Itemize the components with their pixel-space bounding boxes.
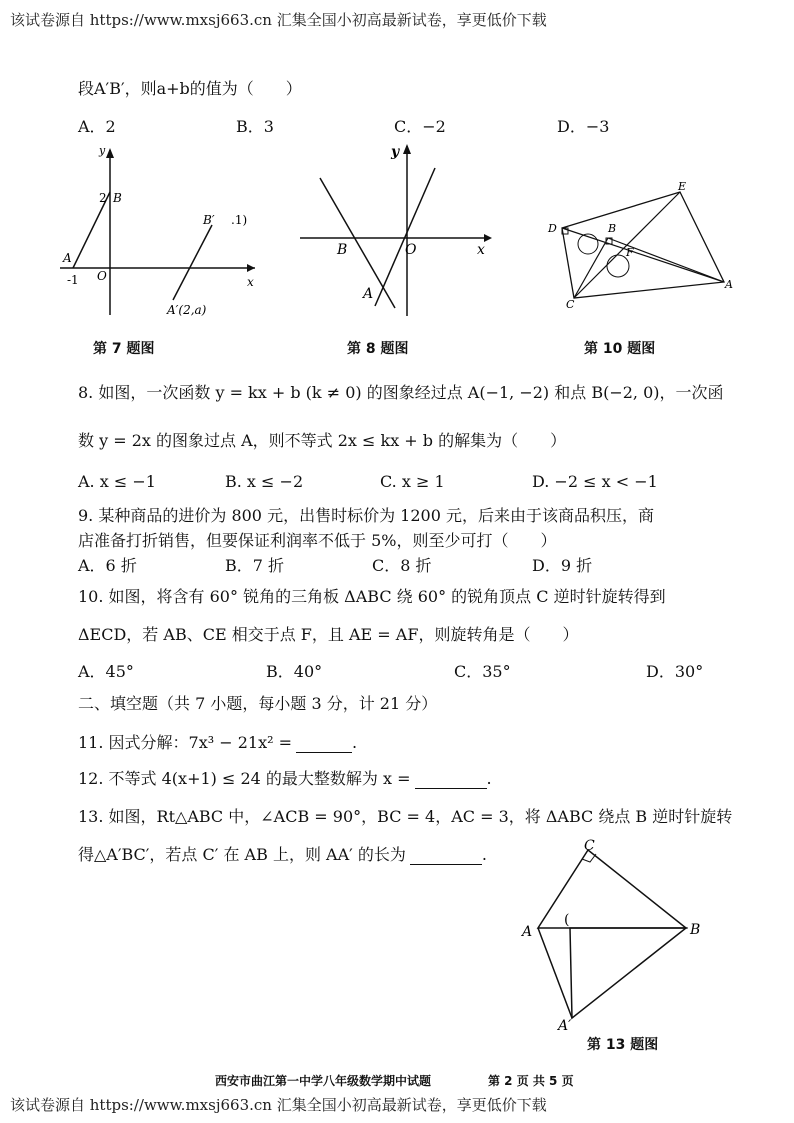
fig7-label-a: A: [63, 251, 72, 265]
section-2-heading: 二、填空题（共 7 小题，每小题 3 分，计 21 分）: [78, 694, 438, 713]
fig10-quadrilateral: [562, 192, 724, 298]
q13-line-1: 13. 如图，Rt△ABC 中，∠ACB = 90°，BC = 4，AC = 3，将 ΔABC 绕点 B 逆时针旋转: [78, 807, 733, 826]
q11-answer-blank[interactable]: [296, 736, 352, 753]
fig7-label-neg1: -1: [67, 273, 79, 287]
fig8-line-kx-b: [320, 178, 395, 308]
fig7-label-2: 2: [99, 191, 107, 205]
fig8-label-o: O: [405, 242, 417, 258]
fig8-label-x: x: [477, 242, 485, 258]
fig10-line-ba: [608, 238, 724, 282]
fig10-caption: 第 10 题图: [584, 341, 656, 357]
fig7-label-bprime: B′: [203, 213, 215, 227]
q8-option-d: D. −2 ≤ x < −1: [532, 472, 658, 491]
q13-end: .: [481, 845, 487, 864]
fig8-caption: 第 8 题图: [347, 341, 409, 357]
q8-line-2: 数 y = 2x 的图象过点 A，则不等式 2x ≤ kx + b 的解集为（ ）: [78, 431, 567, 450]
footer-title: 西安市曲江第一中学八年级数学期中试题: [215, 1074, 432, 1088]
fig10-label-e: E: [678, 180, 687, 193]
fig13-label-a: A: [522, 924, 533, 940]
q9-option-a: A．6 折: [78, 556, 137, 575]
fig8-x-arrow: [484, 234, 492, 242]
fig7-y-arrow: [106, 148, 114, 158]
fig8-label-b: B: [337, 242, 348, 258]
fig7-label-o: O: [97, 269, 107, 283]
fig13-caption: 第 13 题图: [587, 1037, 659, 1053]
fig8-line-2x: [375, 168, 435, 306]
fig10-label-f: F: [626, 246, 634, 259]
fig13-label-cprime: (: [564, 912, 570, 928]
q10-option-b: B．40°: [266, 662, 323, 681]
fig7-label-x: x: [247, 275, 254, 289]
figure-13: [520, 838, 710, 1038]
fig10-label-d: D: [548, 222, 557, 235]
fig13-triangle-apbcp: [570, 928, 686, 1018]
figure-7: [55, 140, 265, 320]
fig13-label-aprime: A′: [558, 1018, 572, 1034]
fig13-segment-aap: [538, 928, 572, 1018]
watermark-top: 该试卷源自 https://www.mxsj663.cn 汇集全国小初高最新试卷，享更低价下载: [10, 11, 547, 29]
q7-option-c: C．−2: [394, 117, 446, 136]
q10-line-1: 10. 如图，将含有 60° 锐角的三角板 ΔABC 绕 60° 的锐角顶点 C 逆时针旋转得到: [78, 587, 666, 606]
fig10-label-a: A: [725, 278, 733, 291]
figure-8: [295, 138, 500, 318]
q11-end: .: [352, 733, 358, 752]
q8-option-c: C. x ≥ 1: [380, 472, 445, 491]
footer-page: 第 2 页 共 5 页: [488, 1074, 574, 1088]
fig13-triangle-abc: [538, 850, 686, 928]
figure-10: [540, 180, 740, 310]
q7-continuation: 段A′B′，则a+b的值为（ ）: [78, 79, 302, 98]
fig7-caption: 第 7 题图: [93, 341, 155, 357]
q8-line-1: 8. 如图，一次函数 y = kx + b (k ≠ 0) 的图象经过点 A(−1, −2) 和点 B(−2, 0)，一次函: [78, 383, 724, 402]
q11-text: 11. 因式分解：7x³ − 21x² =: [78, 733, 293, 752]
fig7-label-aprime: A′(2,a): [167, 303, 207, 317]
q11: [78, 730, 357, 753]
fig10-label-b: B: [608, 222, 617, 235]
q7-option-b: B．3: [236, 117, 274, 136]
watermark-bottom: 该试卷源自 https://www.mxsj663.cn 汇集全国小初高最新试卷，享更低价下载: [10, 1096, 547, 1114]
fig7-label-b: B: [113, 191, 122, 205]
q10-line-2: ΔECD，若 AB、CE 相交于点 F，且 AE = AF，则旋转角是（ ）: [78, 625, 579, 644]
q9-line-1: 9. 某种商品的进价为 800 元，出售时标价为 1200 元，后来由于该商品积压，商: [78, 506, 654, 525]
q13-answer-blank[interactable]: [410, 848, 482, 865]
q8-option-b: B. x ≤ −2: [225, 472, 304, 491]
fig10-line-bc: [574, 238, 608, 298]
fig13-label-b: B: [690, 922, 701, 938]
q10-option-a: A．45°: [78, 662, 134, 681]
q12-answer-blank[interactable]: [415, 772, 487, 789]
q10-option-d: D．30°: [646, 662, 704, 681]
fig7-x-arrow: [247, 264, 255, 272]
fig13-label-c: C: [584, 838, 595, 854]
q12-text: 12. 不等式 4(x+1) ≤ 24 的最大整数解为 x =: [78, 769, 411, 788]
fig8-y-arrow: [403, 144, 411, 154]
q10-option-c: C．35°: [454, 662, 511, 681]
fig7-segment-apbp: [173, 225, 212, 300]
q7-option-a: A．2: [78, 117, 116, 136]
q9-option-b: B．7 折: [225, 556, 285, 575]
fig10-line-da: [562, 228, 724, 282]
fig8-label-y: y: [391, 144, 400, 160]
fig8-label-a: A: [363, 286, 374, 302]
fig7-label-y: y: [99, 144, 106, 157]
fig10-label-c: C: [566, 298, 575, 310]
q9-line-2: 店准备打折销售，但要保证利润率不低于 5%，则至少可打（ ）: [78, 531, 557, 550]
q12: [78, 766, 492, 789]
q8-option-a: A. x ≤ −1: [78, 472, 156, 491]
q12-end: .: [486, 769, 492, 788]
q13-line-2: 得△A′BC′，若点 C′ 在 AB 上，则 AA′ 的长为: [78, 845, 406, 864]
q9-option-d: D．9 折: [532, 556, 593, 575]
q9-option-c: C．8 折: [372, 556, 432, 575]
q13-line-2-wrap: [78, 842, 487, 865]
fig7-label-one: .1): [231, 213, 248, 227]
q7-option-d: D．−3: [557, 117, 610, 136]
